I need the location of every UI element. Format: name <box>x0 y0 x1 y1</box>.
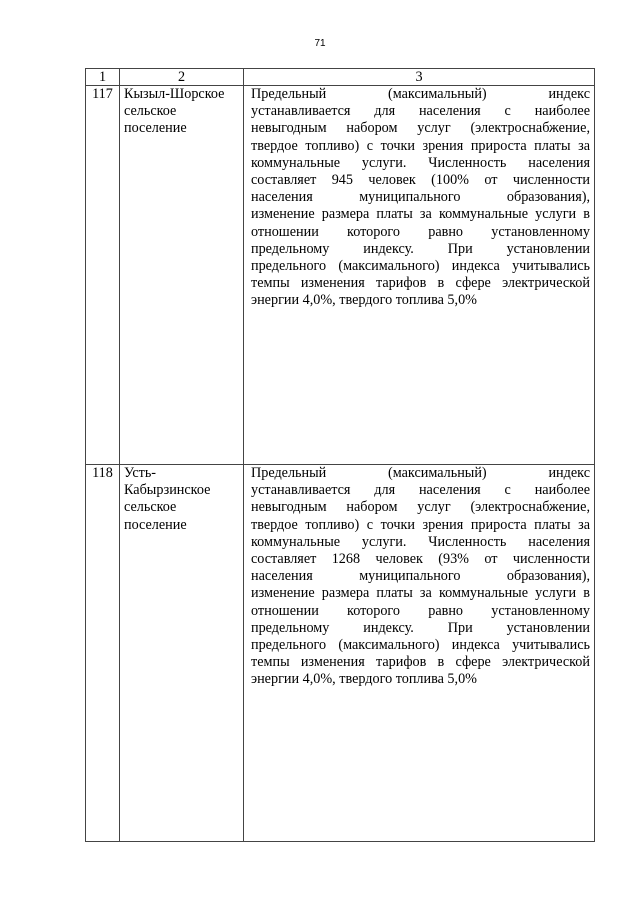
description-line: коммунальные услуги. Численность населения <box>251 533 590 550</box>
description-line: твердое топливо) с точки зрения прироста платы за <box>251 137 590 154</box>
tariff-index-table <box>85 68 595 842</box>
settlement-name <box>120 86 244 465</box>
description-line: отношении которого равно установленному <box>251 223 590 240</box>
settlement-name-line: Усть- <box>124 465 157 481</box>
index-description <box>244 465 595 842</box>
header-col-2: 2 <box>120 69 244 86</box>
header-col-1: 1 <box>86 69 120 86</box>
row-number: 118 <box>86 465 120 842</box>
description-line: устанавливается для населения с наиболее <box>251 103 590 120</box>
description-line: темпы изменения тарифов в сфере электрической <box>251 275 590 292</box>
settlement-name-line: Кызыл-Шорское <box>124 86 225 102</box>
description-line: населения муниципального образования), <box>251 568 590 585</box>
description-line: энергии 4,0%, твердого топлива 5,0% <box>251 292 477 309</box>
settlement-name-line: поселение <box>124 516 187 533</box>
page-number: 71 <box>314 38 326 49</box>
description-line: невыгодным набором услуг (электроснабжение, <box>251 120 590 137</box>
row-number: 117 <box>86 86 120 465</box>
settlement-name <box>120 465 244 842</box>
description-paragraph <box>251 86 590 310</box>
header-col-3: 3 <box>244 69 595 86</box>
description-line: изменение размера платы за коммунальные услуги в <box>251 585 590 602</box>
description-line: устанавливается для населения с наиболее <box>251 482 590 499</box>
description-line: предельного (максимального) индекса учитывались <box>251 637 590 654</box>
description-line: предельного (максимального) индекса учитывались <box>251 258 590 275</box>
description-line: невыгодным набором услуг (электроснабжение, <box>251 499 590 516</box>
description-line: составляет 945 человек (100% от численности <box>251 172 590 189</box>
index-description <box>244 86 595 465</box>
description-line: энергии 4,0%, твердого топлива 5,0% <box>251 671 477 688</box>
description-line: Предельный (максимальный) индекс <box>251 465 590 481</box>
description-line: населения муниципального образования), <box>251 189 590 206</box>
description-line: предельному индексу. При установлении <box>251 619 590 636</box>
description-line: темпы изменения тарифов в сфере электрической <box>251 654 590 671</box>
table-row <box>86 465 595 842</box>
description-line: составляет 1268 человек (93% от численности <box>251 551 590 568</box>
table-header-row <box>86 69 595 86</box>
settlement-name-line: сельское <box>124 103 177 120</box>
settlement-name-line: поселение <box>124 120 187 137</box>
description-line: изменение размера платы за коммунальные услуги в <box>251 206 590 223</box>
description-line: коммунальные услуги. Численность населения <box>251 154 590 171</box>
description-line: твердое топливо) с точки зрения прироста платы за <box>251 516 590 533</box>
description-line: Предельный (максимальный) индекс <box>251 86 590 102</box>
settlement-name-line: Кабырзинское <box>124 482 211 499</box>
table-row <box>86 86 595 465</box>
description-paragraph <box>251 465 590 689</box>
settlement-name-line: сельское <box>124 499 177 516</box>
description-line: отношении которого равно установленному <box>251 602 590 619</box>
description-line: предельному индексу. При установлении <box>251 240 590 257</box>
